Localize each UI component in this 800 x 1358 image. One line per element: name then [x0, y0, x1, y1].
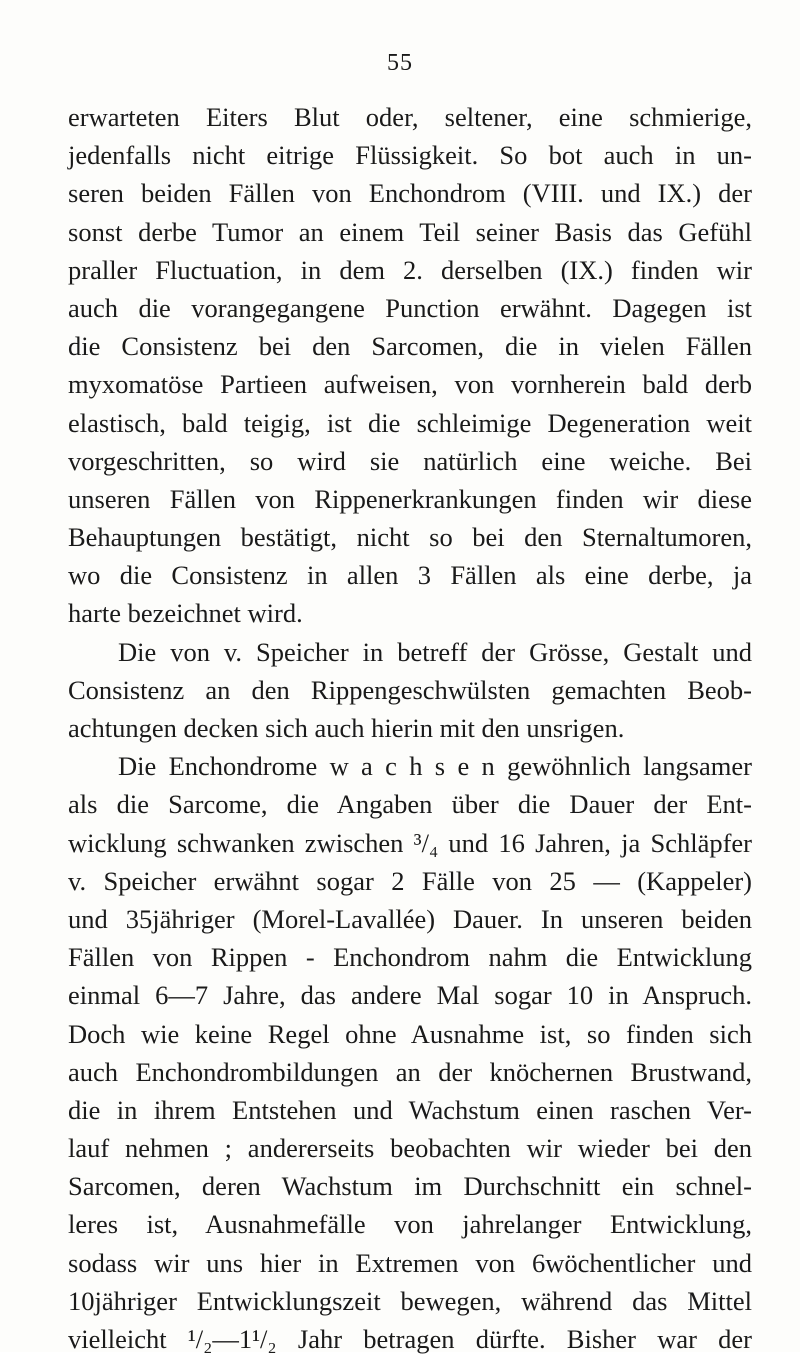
text-line: vorgeschritten, so wird sie natürlich eine weiche. Bei: [68, 445, 752, 476]
text-line: auch die vorangegangene Punction erwähnt. Dagegen ist: [68, 292, 752, 323]
text-line: achtungen decken sich auch hierin mit den unsrigen.: [68, 713, 625, 743]
text-line: und 35jähriger (Morel-Lavallée) Dauer. In unseren beiden: [68, 903, 752, 934]
text-line: praller Fluctuation, in dem 2. derselben (IX.) finden wir: [68, 254, 752, 285]
text-line: erwarteten Eiters Blut oder, seltener, eine schmierige,: [68, 102, 752, 132]
text-line: Die Enchondrome w a c h s e n gewöhnlich langsamer: [118, 751, 752, 782]
text-line: myxomatöse Partieen aufweisen, von vornherein bald derb: [68, 369, 752, 400]
text-line: seren beiden Fällen von Enchondrom (VIII. und IX.) der: [68, 178, 752, 209]
body-text: [68, 98, 752, 1358]
text-line: elastisch, bald teigig, ist die schleimige Degeneration weit: [68, 407, 752, 438]
text-line: Consistenz an den Rippengeschwülsten gemachten Beob-: [68, 674, 752, 705]
text-line: Behauptungen bestätigt, nicht so bei den Sternaltumoren,: [68, 522, 752, 553]
text-line: 10jähriger Entwicklungszeit bewegen, während das Mittel: [68, 1285, 752, 1316]
text-line: auch Enchondrombildungen an der knöchernen Brustwand,: [68, 1056, 752, 1087]
text-line: als die Sarcome, die Angaben über die Dauer der Ent-: [68, 789, 752, 820]
text-line: harte bezeichnet wird.: [68, 598, 303, 629]
text-line: Doch wie keine Regel ohne Ausnahme ist, so finden sich: [68, 1018, 752, 1049]
text-line: Sarcomen, deren Wachstum im Durchschnitt ein schnel-: [68, 1171, 752, 1202]
text-line: Die von v. Speicher in betreff der Grösse, Gestalt und: [118, 636, 752, 667]
text-line: jedenfalls nicht eitrige Flüssigkeit. So bot auch in un-: [68, 140, 752, 171]
page-number: 55: [387, 50, 413, 76]
text-line: Fällen von Rippen - Enchondrom nahm die Entwicklung: [68, 942, 752, 973]
text-line: sodass wir uns hier in Extremen von 6wöchentlicher und: [68, 1247, 752, 1278]
text-line: unseren Fällen von Rippenerkrankungen finden wir diese: [68, 483, 752, 514]
text-line: leres ist, Ausnahmefälle von jahrelanger Entwicklung,: [68, 1209, 752, 1240]
text-line: wicklung schwanken zwischen ³/₄ und 16 Jahren, ja Schläpfer: [68, 827, 752, 858]
text-line: die Consistenz bei den Sarcomen, die in vielen Fällen: [68, 331, 752, 362]
text-line: wo die Consistenz in allen 3 Fällen als eine derbe, ja: [68, 560, 752, 591]
text-line: lauf nehmen ; andererseits beobachten wir wieder bei den: [68, 1133, 752, 1164]
text-line: vielleicht ¹/₂—1¹/₂ Jahr betragen dürfte. Bisher war der: [68, 1324, 752, 1354]
text-line: v. Speicher erwähnt sogar 2 Fälle von 25 — (Kappeler): [68, 865, 752, 896]
text-line: die in ihrem Entstehen und Wachstum einen raschen Ver-: [68, 1094, 752, 1125]
text-line: einmal 6—7 Jahre, das andere Mal sogar 10 in Anspruch.: [68, 980, 752, 1011]
text-line: sonst derbe Tumor an einem Teil seiner Basis das Gefühl: [68, 216, 752, 247]
